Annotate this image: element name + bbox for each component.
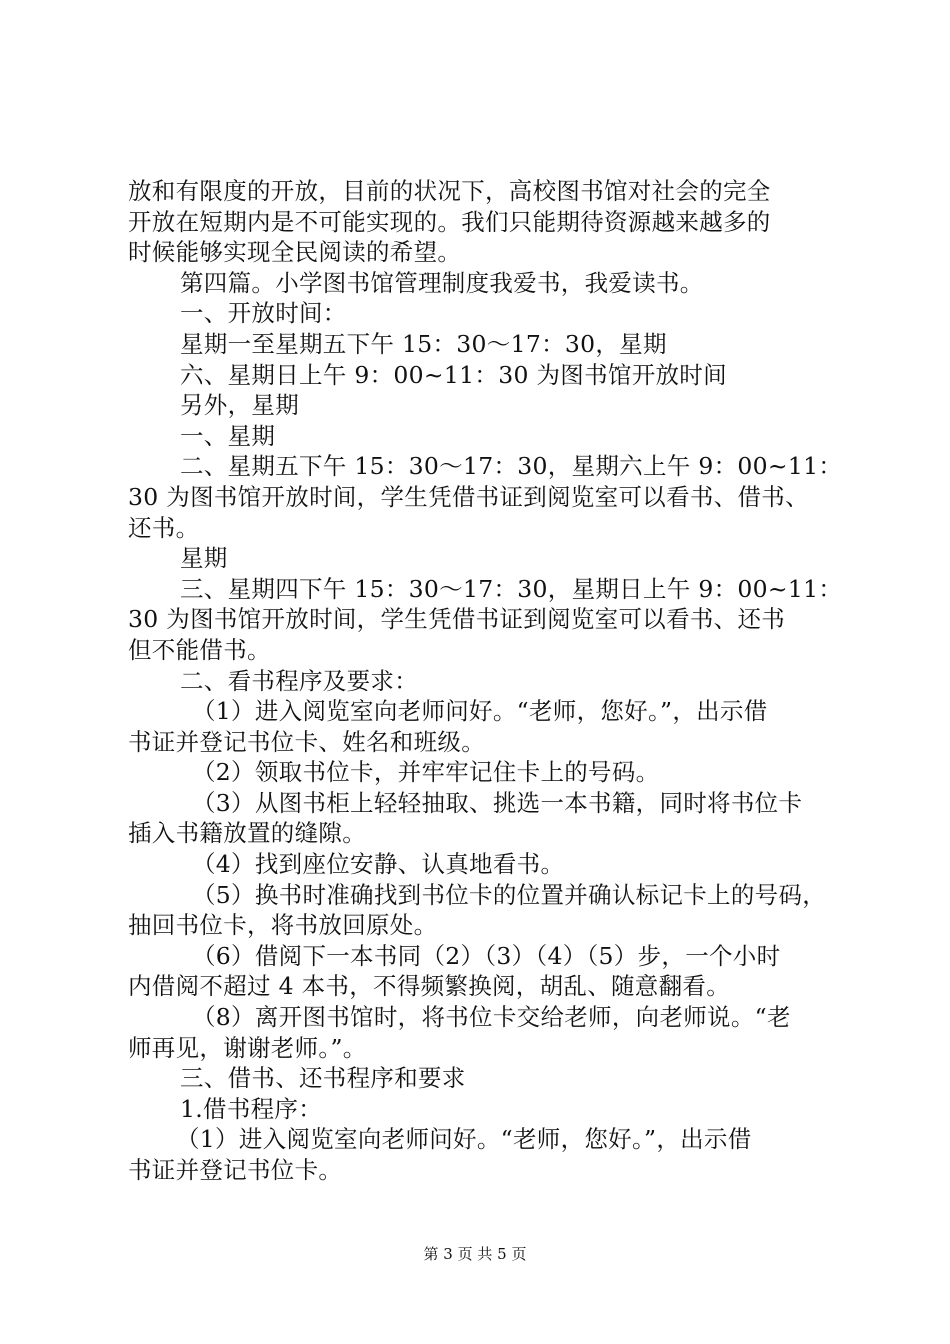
text-line: 书证并登记书位卡、姓名和班级。 (128, 727, 485, 756)
text-line: 一、星期 (180, 421, 276, 450)
text-line: 另外，星期 (180, 391, 299, 420)
text-line: 开放在短期内是不可能实现的。我们只能期待资源越来越多的 (128, 207, 771, 236)
text-line: 但不能借书。 (128, 635, 271, 664)
text-line: 星期一至星期五下午 15：30～17：30，星期 (180, 329, 667, 358)
text-line: 书证并登记书位卡。 (128, 1156, 343, 1184)
text-line: 30 为图书馆开放时间，学生凭借书证到阅览室可以看书、借书、 (128, 482, 809, 511)
text-line: 插入书籍放置的缝隙。 (128, 819, 366, 848)
page-footer: 第 3 页 共 5 页 (423, 1245, 527, 1263)
text-line: （5）换书时准确找到书位卡的位置并确认标记卡上的号码， (192, 880, 827, 909)
text-line: 第四篇。小学图书馆管理制度我爱书，我爱读书。 (180, 268, 704, 297)
text-line: 时候能够实现全民阅读的希望。 (128, 238, 462, 267)
text-line: 一、开放时间： (180, 299, 347, 328)
text-line: 三、借书、还书程序和要求 (180, 1064, 466, 1093)
text-line: （6）借阅下一本书同（2）（3）（4）（5）步，一个小时 (192, 941, 781, 970)
text-line: 放和有限度的开放，目前的状况下，高校图书馆对社会的完全 (128, 177, 771, 205)
text-line: （1）进入阅览室向老师问好。“老师，您好。”，出示借 (176, 1125, 752, 1154)
text-line: 还书。 (128, 513, 200, 542)
text-line: （2）领取书位卡，并牢牢记住卡上的号码。 (192, 758, 660, 787)
text-line: （1）进入阅览室向老师问好。“老师，您好。”，出示借 (192, 697, 768, 726)
text-line: 二、星期五下午 15：30～17：30，星期六上午 9：00~11： (180, 452, 843, 481)
text-line: 三、星期四下午 15：30～17：30，星期日上午 9：00~11： (180, 574, 843, 603)
text-line: （3）从图书柜上轻轻抽取、挑选一本书籍，同时将书位卡 (192, 788, 803, 817)
text-line: 二、看书程序及要求： (180, 666, 418, 695)
text-line: 星期 (180, 544, 228, 573)
document-body (128, 176, 848, 1186)
text-line: 六、星期日上午 9：00~11：30 为图书馆开放时间 (180, 360, 727, 389)
text-line: （4）找到座位安静、认真地看书。 (192, 850, 565, 879)
text-line: 抽回书位卡，将书放回原处。 (128, 911, 438, 940)
text-line: （8）离开图书馆时，将书位卡交给老师，向老师说。“老 (192, 1003, 791, 1032)
text-line: 1.借书程序： (180, 1094, 323, 1123)
text-line: 师再见，谢谢老师。”。 (128, 1033, 367, 1062)
text-line: 内借阅不超过 4 本书，不得频繁换阅，胡乱、随意翻看。 (128, 972, 730, 1001)
text-line: 30 为图书馆开放时间，学生凭借书证到阅览室可以看书、还书 (128, 605, 786, 634)
